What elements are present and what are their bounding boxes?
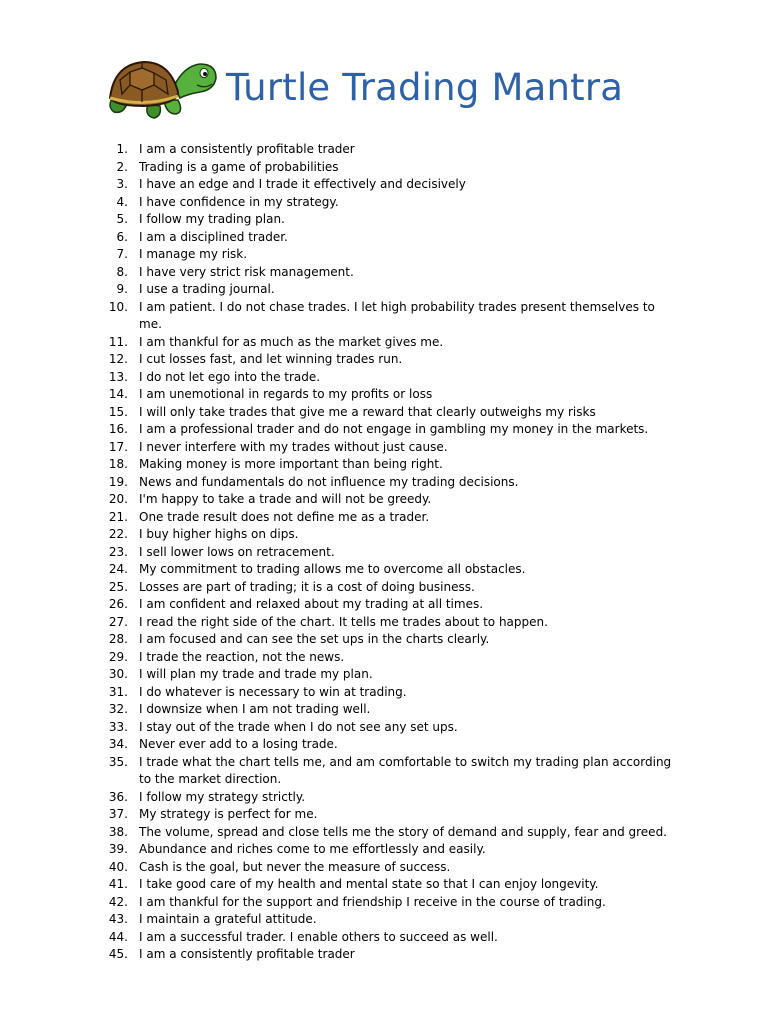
list-item-text: One trade result does not define me as a trader. (139, 509, 430, 524)
list-item-text: I stay out of the trade when I do not see any set ups. (139, 719, 458, 734)
list-item (0, 159, 768, 177)
list-item-number: 36. (108, 789, 128, 804)
list-item (0, 211, 768, 229)
list-item-text: I sell lower lows on retracement. (139, 544, 335, 559)
list-item (0, 596, 768, 614)
list-item-text: I use a trading journal. (139, 282, 275, 296)
list-item-text: I have an edge and I trade it effectively and decisively (139, 177, 466, 191)
list-item (0, 509, 768, 527)
list-item-number: 6. (116, 229, 128, 244)
list-item (0, 526, 768, 544)
list-item-text: I am a professional trader and do not engage in gambling my money in the markets. (139, 422, 649, 436)
list-item-text: My strategy is perfect for me. (139, 807, 318, 821)
list-item-text: I am a successful trader. I enable others to succeed as well. (139, 929, 498, 944)
list-item-number: 1. (116, 142, 128, 156)
list-item (0, 246, 768, 264)
list-item-text: I never interfere with my trades without just cause. (139, 439, 448, 454)
list-item-number: 14. (108, 387, 128, 401)
list-item-number: 42. (108, 894, 128, 909)
list-item-number: 28. (108, 632, 128, 646)
list-item-number: 20. (108, 492, 128, 506)
list-item (0, 334, 768, 352)
list-item (0, 946, 768, 964)
list-item (0, 736, 768, 754)
list-item-number: 13. (108, 369, 128, 384)
list-item-number: 23. (108, 544, 128, 559)
list-item-number: 41. (108, 877, 128, 891)
list-item (0, 176, 768, 194)
list-item-number: 11. (108, 334, 128, 349)
list-item-text: I read the right side of the chart. It tells me trades about to happen. (139, 614, 548, 629)
list-item (0, 421, 768, 439)
list-item (0, 631, 768, 649)
list-item-number: 22. (108, 527, 128, 541)
list-item-number: 4. (116, 194, 128, 209)
list-item-text: I will only take trades that give me a reward that clearly outweighs my risks (139, 404, 596, 419)
list-item (0, 299, 768, 334)
list-item-number: 33. (108, 719, 128, 734)
list-item-number: 7. (116, 247, 128, 261)
list-item-number: 26. (108, 597, 128, 611)
list-item (0, 579, 768, 597)
list-item-text: Abundance and riches come to me effortlessly and easily. (139, 842, 486, 856)
page-title: Turtle Trading Mantra (226, 66, 624, 109)
list-item (0, 561, 768, 579)
list-item (0, 369, 768, 387)
list-item-text: I buy higher highs on dips. (139, 527, 299, 541)
list-item-number: 19. (108, 474, 128, 489)
list-item-number: 18. (108, 457, 128, 471)
list-item-number: 2. (116, 159, 128, 174)
list-item (0, 141, 768, 159)
list-item-text: Losses are part of trading; it is a cost of doing business. (139, 579, 475, 594)
list-item-text: I do whatever is necessary to win at trading. (139, 684, 407, 699)
list-item-text: I am confident and relaxed about my trading at all times. (139, 597, 484, 611)
list-item-text: I'm happy to take a trade and will not be greedy. (139, 492, 432, 506)
list-item-number: 10. (108, 299, 128, 314)
list-item (0, 876, 768, 894)
list-item-text: Never ever add to a losing trade. (139, 737, 338, 751)
list-item (0, 824, 768, 842)
list-item-number: 25. (108, 579, 128, 594)
list-item-number: 5. (116, 212, 128, 226)
list-item (0, 386, 768, 404)
list-item-text: Trading is a game of probabilities (139, 159, 339, 174)
list-item-number: 35. (108, 754, 128, 769)
list-item-text: I trade what the chart tells me, and am comfortable to switch my trading plan according to the market direction. (139, 754, 672, 786)
list-item (0, 666, 768, 684)
list-item-text: I maintain a grateful attitude. (139, 912, 317, 926)
list-item-number: 24. (108, 562, 128, 576)
list-item (0, 789, 768, 807)
list-item-text: I am a consistently profitable trader (139, 947, 355, 961)
list-item (0, 491, 768, 509)
list-item-text: I am a consistently profitable trader (139, 142, 355, 156)
list-item-number: 40. (108, 859, 128, 874)
list-item-number: 27. (108, 614, 128, 629)
list-item-text: I am thankful for as much as the market gives me. (139, 334, 444, 349)
list-item-number: 16. (108, 422, 128, 436)
list-item (0, 614, 768, 632)
list-item-number: 17. (108, 439, 128, 454)
list-item (0, 859, 768, 877)
list-item (0, 264, 768, 282)
list-item-text: I have confidence in my strategy. (139, 194, 339, 209)
list-item (0, 894, 768, 912)
list-item-number: 38. (108, 824, 128, 839)
list-item (0, 229, 768, 247)
list-item (0, 684, 768, 702)
list-item-number: 30. (108, 667, 128, 681)
list-item (0, 754, 768, 789)
list-item-text: I take good care of my health and mental state so that I can enjoy longevity. (139, 877, 599, 891)
list-item-text: I am thankful for the support and friendship I receive in the course of trading. (139, 894, 606, 909)
list-item (0, 544, 768, 562)
list-item-text: I trade the reaction, not the news. (139, 649, 345, 664)
list-item (0, 404, 768, 422)
list-item-number: 31. (108, 684, 128, 699)
list-item-number: 43. (108, 912, 128, 926)
list-item-text: I am a disciplined trader. (139, 229, 288, 244)
list-item (0, 439, 768, 457)
list-item (0, 474, 768, 492)
list-item-number: 39. (108, 842, 128, 856)
list-item-number: 8. (116, 264, 128, 279)
list-item-text: I am unemotional in regards to my profits or loss (139, 387, 433, 401)
list-item (0, 701, 768, 719)
list-item-number: 34. (108, 737, 128, 751)
list-item-number: 9. (116, 282, 128, 296)
list-item-text: I am patient. I do not chase trades. I let high probability trades present themselves to me. (139, 299, 655, 331)
list-item-number: 12. (108, 352, 128, 366)
list-item (0, 911, 768, 929)
list-item (0, 649, 768, 667)
list-item (0, 351, 768, 369)
list-item-text: I follow my trading plan. (139, 212, 285, 226)
list-item-text: Cash is the goal, but never the measure of success. (139, 859, 451, 874)
list-item (0, 929, 768, 947)
list-item-text: I do not let ego into the trade. (139, 369, 321, 384)
mantra-list (0, 141, 768, 964)
list-item-text: News and fundamentals do not influence my trading decisions. (139, 474, 519, 489)
list-item-number: 29. (108, 649, 128, 664)
list-item-number: 37. (108, 807, 128, 821)
list-item-number: 44. (108, 929, 128, 944)
list-item-number: 21. (108, 509, 128, 524)
list-item-number: 3. (116, 177, 128, 191)
list-item-text: I cut losses fast, and let winning trades run. (139, 352, 403, 366)
list-item-text: I follow my strategy strictly. (139, 789, 306, 804)
list-item-text: The volume, spread and close tells me the story of demand and supply, fear and greed. (139, 824, 667, 839)
list-item-number: 45. (108, 947, 128, 961)
list-item-text: I am focused and can see the set ups in the charts clearly. (139, 632, 490, 646)
list-item-text: I manage my risk. (139, 247, 248, 261)
turtle-icon (104, 56, 220, 120)
list-item (0, 281, 768, 299)
list-item-text: I downsize when I am not trading well. (139, 702, 371, 716)
list-item-text: My commitment to trading allows me to overcome all obstacles. (139, 562, 526, 576)
list-item (0, 719, 768, 737)
list-item (0, 456, 768, 474)
list-item-number: 15. (108, 404, 128, 419)
list-item-number: 32. (108, 702, 128, 716)
list-item (0, 194, 768, 212)
list-item-text: Making money is more important than being right. (139, 457, 443, 471)
list-item-text: I will plan my trade and trade my plan. (139, 667, 373, 681)
list-item (0, 841, 768, 859)
list-item (0, 806, 768, 824)
list-item-text: I have very strict risk management. (139, 264, 354, 279)
